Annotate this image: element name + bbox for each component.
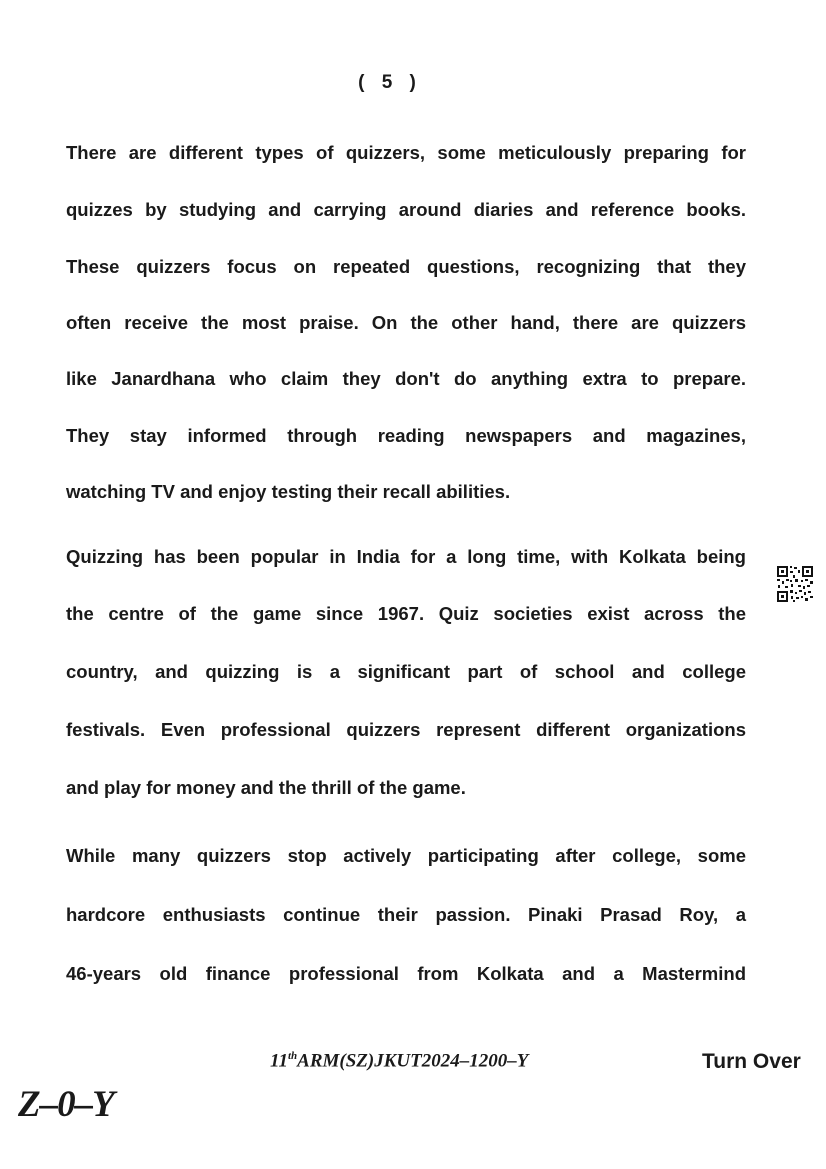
paragraph-2-line-3: country, and quizzing is a significant part of school and college [66, 661, 746, 682]
qr-code-icon [776, 565, 814, 603]
paragraph-2-line-1: Quizzing has been popular in India for a long time, with Kolkata being [66, 546, 746, 567]
turn-over-label: Turn Over [702, 1050, 801, 1073]
paragraph-1-line-3: These quizzers focus on repeated questions, recognizing that they [66, 256, 746, 277]
series-code: Z–0–Y [18, 1084, 114, 1125]
paragraph-2-line-2: the centre of the game since 1967. Quiz societies exist across the [66, 603, 746, 624]
paragraph-3-line-1: While many quizzers stop actively participating after college, some [66, 845, 746, 866]
paragraph-2-line-5: and play for money and the thrill of the game. [66, 777, 466, 798]
paragraph-1-line-2: quizzes by studying and carrying around diaries and reference books. [66, 199, 746, 220]
paper-code-rest: ARM(SZ)JKUT2024–1200–Y [297, 1050, 529, 1072]
paper-code-superscript: th [287, 1050, 298, 1062]
paragraph-3-line-3: 46-years old finance professional from Kolkata and a Mastermind [66, 963, 746, 984]
paper-code-prefix: 11 [270, 1050, 288, 1072]
paragraph-1-line-4: often receive the most praise. On the other hand, there are quizzers [66, 312, 746, 333]
paper-code [270, 1050, 528, 1072]
paragraph-1-line-5: like Janardhana who claim they don't do anything extra to prepare. [66, 368, 746, 389]
paragraph-3-line-2: hardcore enthusiasts continue their passion. Pinaki Prasad Roy, a [66, 904, 746, 925]
paragraph-1-line-1: There are different types of quizzers, some meticulously preparing for [66, 142, 746, 163]
paragraph-1-line-7: watching TV and enjoy testing their recall abilities. [66, 481, 511, 502]
page-number: ( 5 ) [358, 72, 422, 93]
paragraph-1-line-6: They stay informed through reading newspapers and magazines, [66, 425, 746, 446]
paragraph-2-line-4: festivals. Even professional quizzers represent different organizations [66, 719, 746, 740]
